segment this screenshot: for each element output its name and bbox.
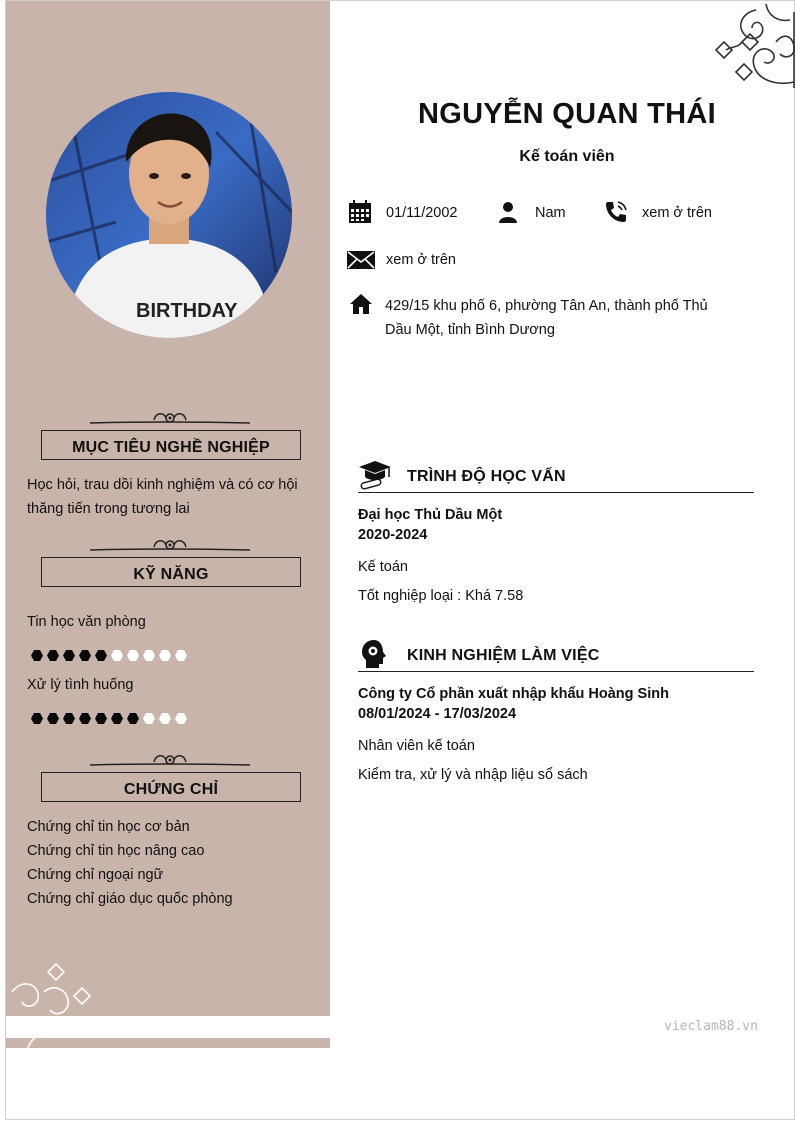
skill-dot-filled xyxy=(63,713,75,724)
skill-dot-filled xyxy=(79,713,91,724)
skill-dot-filled xyxy=(47,650,59,661)
email: xem ở trên xyxy=(386,252,456,268)
skill-rating xyxy=(31,650,187,662)
experience-period: 08/01/2024 - 17/03/2024 xyxy=(358,706,517,722)
skills-title: KỸ NĂNG xyxy=(41,557,301,587)
corner-ornament-bottom-icon xyxy=(8,962,92,1048)
certificate-item: Chứng chỉ tin học cơ bản xyxy=(27,819,190,835)
certificates-title: CHỨNG CHỈ xyxy=(41,772,301,802)
skill-dot-filled xyxy=(47,713,59,724)
full-name: NGUYỄN QUAN THÁI xyxy=(417,98,717,130)
experience-description: Kiểm tra, xử lý và nhập liệu sổ sách xyxy=(358,767,588,783)
experience-title: KINH NGHIỆM LÀM VIỆC xyxy=(407,647,600,664)
divider-ornament-icon xyxy=(90,537,250,553)
certificate-item: Chứng chỉ giáo dục quốc phòng xyxy=(27,891,233,907)
skill-dot-empty xyxy=(159,650,171,661)
skill-dot-filled xyxy=(95,713,107,724)
skill-dot-empty xyxy=(175,650,187,661)
head-gear-icon xyxy=(359,638,389,670)
address-line-2: Dầu Một, tỉnh Bình Dương xyxy=(385,322,555,338)
skill-label: Tin học văn phòng xyxy=(27,614,146,630)
skill-dot-empty xyxy=(127,650,139,661)
birthday: 01/11/2002 xyxy=(386,205,458,221)
divider-ornament-icon xyxy=(90,410,250,426)
education-title: TRÌNH ĐỘ HỌC VẤN xyxy=(407,468,566,485)
avatar xyxy=(46,92,292,338)
objective-line-2: thăng tiến trong tương lai xyxy=(27,501,190,517)
corner-ornament-icon xyxy=(706,2,795,88)
experience-rule xyxy=(358,671,754,672)
user-icon xyxy=(498,201,518,223)
skill-dot-empty xyxy=(143,650,155,661)
objective-title: MỤC TIÊU NGHỀ NGHIỆP xyxy=(41,430,301,460)
calendar-icon xyxy=(348,200,372,224)
skill-dot-empty xyxy=(111,650,123,661)
education-major: Kế toán xyxy=(358,559,408,575)
skill-dot-filled xyxy=(31,713,43,724)
skill-dot-empty xyxy=(159,713,171,724)
home-icon xyxy=(349,293,373,315)
address-line-1: 429/15 khu phố 6, phường Tân An, thành phố Thủ xyxy=(385,298,708,314)
objective-line-1: Học hỏi, trau dồi kinh nghiệm và có cơ hội xyxy=(27,477,298,493)
skill-dot-filled xyxy=(111,713,123,724)
skill-dot-filled xyxy=(95,650,107,661)
education-school: Đại học Thủ Dầu Một xyxy=(358,507,503,523)
experience-company: Công ty Cổ phần xuất nhập khẩu Hoàng Sinh xyxy=(358,686,669,702)
watermark[interactable]: vieclam88.vn xyxy=(664,1019,758,1034)
job-title: Kế toán viên xyxy=(519,148,615,165)
divider-ornament-icon xyxy=(90,752,250,768)
certificate-item: Chứng chỉ ngoại ngữ xyxy=(27,867,164,883)
skill-rating xyxy=(31,713,187,725)
skill-dot-empty xyxy=(175,713,187,724)
skill-dot-filled xyxy=(127,713,139,724)
phone-icon xyxy=(604,200,628,224)
education-period: 2020-2024 xyxy=(358,527,428,543)
skill-label: Xử lý tình huống xyxy=(27,677,134,693)
skill-dot-empty xyxy=(143,713,155,724)
gender: Nam xyxy=(535,205,566,221)
education-grade: Tốt nghiệp loại : Khá 7.58 xyxy=(358,588,524,604)
phone: xem ở trên xyxy=(642,205,712,221)
email-icon xyxy=(347,251,375,269)
experience-position: Nhân viên kế toán xyxy=(358,738,475,754)
skill-dot-filled xyxy=(79,650,91,661)
shirt-text: BIRTHDAY xyxy=(136,300,238,322)
certificate-item: Chứng chỉ tin học nâng cao xyxy=(27,843,205,859)
graduation-cap-icon xyxy=(357,459,393,491)
skill-dot-filled xyxy=(31,650,43,661)
skill-dot-filled xyxy=(63,650,75,661)
education-rule xyxy=(358,492,754,493)
